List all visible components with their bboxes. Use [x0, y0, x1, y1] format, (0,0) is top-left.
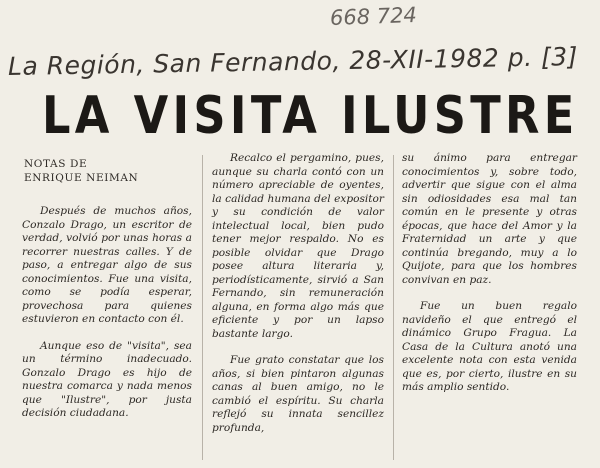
paragraph: Recalco el pergamino, pues, aunque su charla contó con un número apreciable de oyentes, la calidad humana del expositor y su condición de valor intelectual local, bien pudo tener mejor respaldo. No es posible olvidar que Drago posee altura literaria y, periodísticamente, sirvió a San Fernando, sin remuneración alguna, en forma algo más que eficiente y por un lapso bastante largo. [212, 152, 384, 340]
article-column-1 [22, 205, 192, 434]
paragraph: Aunque eso de "visita", sea un término inadecuado. Gonzalo Drago es hijo de nuestra comarca y nada menos que "Ilustre", por justa decisión ciudadana. [22, 339, 192, 419]
column-divider [202, 155, 203, 460]
catalog-number: 668 724 [329, 2, 418, 30]
paragraph: Después de muchos años, Conzalo Drago, un escritor de verdad, volvió por unas horas a recorrer nuestras calles. Y de paso, a entregar algo de sus conocimientos. Fue una visita, como se podía esperar, provechosa para quienes estuvieron en contacto con él. [22, 205, 192, 325]
paragraph: Fue un buen regalo navideño el que entregó el dinámico Grupo Fragua. La Casa de la Cultura anotó una excelente nota con esta venida que es, por cierto, ilustre en su más amplio sentido. [402, 300, 577, 393]
column-divider [393, 155, 394, 460]
paragraph: su ánimo para entregar conocimientos y, sobre todo, advertir que sigue con el alma sin odiosidades esa mal tan común en le presente y otras épocas, que hace del Amor y la Fraternidad un arte y que continúa bregando, muy a lo Quijote, para que los hombres convivan en paz. [402, 152, 577, 286]
article-column-2 [212, 152, 384, 448]
handwritten-source-note: La Región, San Fernando, 28-XII-1982 p. [3] [7, 42, 579, 81]
article-column-3 [402, 152, 577, 408]
byline-label: NOTAS DE [24, 158, 88, 170]
byline-author: ENRIQUE NEIMAN [24, 172, 139, 184]
article-headline: LA VISITA ILUSTRE [42, 86, 579, 146]
paragraph: Fue grato constatar que los años, si bien pintaron algunas canas al buen amigo, no le cambió el espíritu. Su charla reflejó su innata sencillez profunda, [212, 354, 384, 434]
